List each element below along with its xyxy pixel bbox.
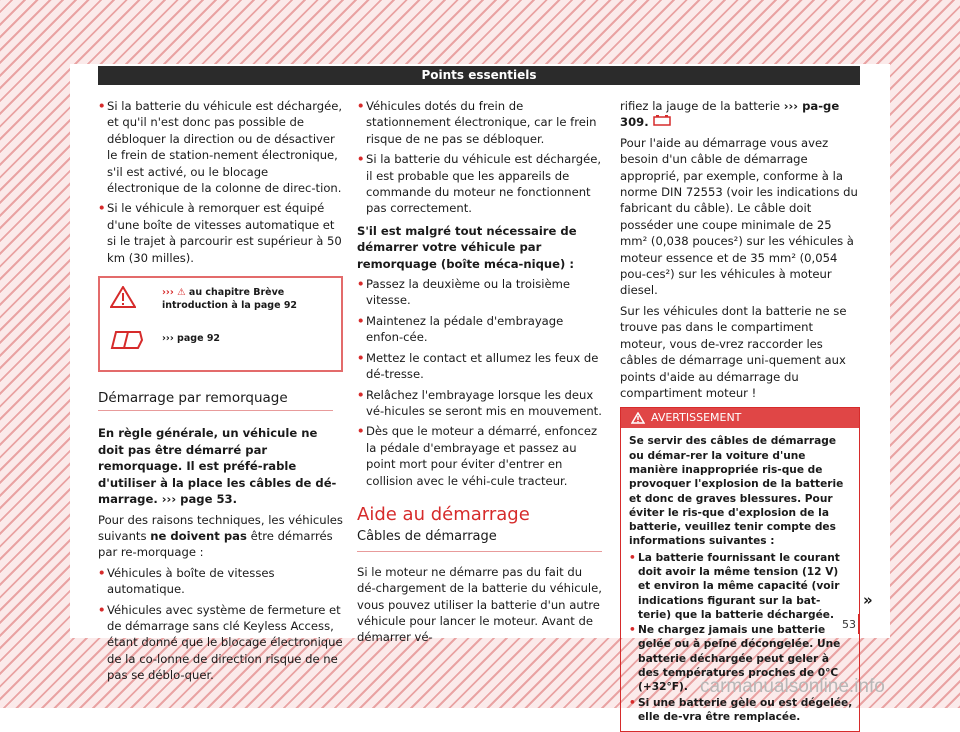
step-item: • Dès que le moteur a démarré, enfoncez la pédale d'embrayage et passez au point mort pour éviter d'entrer en collision avec le véhi-cule tracteur.	[357, 424, 598, 488]
section-title: Aide au démarrage	[357, 503, 530, 525]
reference-page-link[interactable]: ››› page 92	[162, 333, 221, 345]
paragraph: Sur les véhicules dont la batterie ne se trouve pas dans le compartiment moteur, vous de-vrez raccorder les câbles de démarrage uni-quement aux points d'aide au démarrage du compartiment moteur !	[620, 303, 847, 400]
warning-item: • Si une batterie gèle ou est dégelée, elle de-vra être remplacée.	[629, 696, 853, 723]
page-header: Points essentiels	[98, 66, 860, 85]
bullet-icon: •	[357, 277, 365, 292]
bullet-icon: •	[629, 696, 636, 709]
step-item: • Relâchez l'embrayage lorsque les deux vé-hicules se seront mis en mouvement.	[357, 387, 602, 418]
bold-intro: En règle générale, un véhicule ne doit pas être démarré par remorquage. Il est préfé-rable d'utiliser à la place les câbles de dé-marrage. ››› page 53.	[98, 426, 337, 507]
bold-question: S'il est malgré tout nécessaire de démarrer votre véhicule par remorquage (boîte méca-nique) :	[357, 223, 577, 271]
step-item: • Maintenez la pédale d'embrayage enfon-cée.	[357, 313, 564, 345]
continue-arrow-icon: »	[863, 591, 873, 609]
battery-icon	[653, 114, 671, 126]
watermark: carmanualsonline.info	[700, 676, 885, 697]
list-item: • Si la batterie du véhicule est déchargée, et qu'il n'est donc pas possible de débloquer la direction ou de désactiver le frein de station-nement électronique, s'il est activé, ou le blocage électronique de la colonne de direc-tion.	[98, 99, 343, 196]
warning-item: • La batterie fournissant le courant doit avoir la même tension (12 V) et environ la même capacité (voir indications figurant sur la bat-terie) que la batterie déchargée.	[629, 551, 840, 621]
list-item: • Si la batterie du véhicule est déchargée, il est probable que les appareils de commande du moteur ne fonctionnent pas correctement.	[357, 152, 602, 216]
warning-body: Se servir des câbles de démarrage ou démar-rer la voiture d'une manière inappropriée ris-que de provoquer l'explosion de la batterie et donc de graves blessures. Pour éviter le ris-que d'explosion de la batterie, veuillez tenir compte des informations suivantes : • La batterie fournissant le courant doit avoir la même tension (12 V) et environ la même capacité (voir indications figurant sur la bat-terie) que la batterie déchargée. • Ne chargez jamais une batterie gelée ou à peine décongelée. Une batterie déchargée peut geler à des températures proches de 0°C (+32°F). • Si une batterie gèle ou est dégelée, elle de-vra être remplacée.	[629, 435, 853, 723]
section-subtitle: Câbles de démarrage	[357, 529, 602, 551]
bullet-icon: •	[98, 565, 106, 580]
warning-header: AVERTISSEMENT	[621, 408, 859, 428]
step-item: • Mettez le contact et allumez les feux de dé-tresse.	[357, 350, 599, 382]
paragraph: Pour des raisons techniques, les véhicules suivants ne doivent pas être démarrés par re-morquage :	[98, 512, 343, 560]
bullet-icon: •	[357, 313, 365, 328]
bullet-icon: •	[98, 99, 106, 113]
list-item: • Si le véhicule à remorquer est équipé d'une boîte de vitesses automatique et si le trajet à parcourir est supérieur à 50 km (30 milles).	[98, 201, 342, 265]
list-item: • Véhicules à boîte de vitesses automatique.	[98, 565, 275, 597]
paragraph: Pour l'aide au démarrage vous avez besoin d'un câble de démarrage approprié, par exemple, conforme à la norme DIN 72553 (voir les indications du fabricant du câble). Le câble doit posséder une coupe minimale de 25 mm² (0,038 pouces²) sur les véhicules à moteur essence et de 35 mm² (0,054 pou-ces²) sur les véhicules à moteur diesel.	[620, 135, 858, 298]
page-link[interactable]: ››› pa-ge 309.	[620, 99, 840, 130]
column-1	[98, 98, 343, 688]
warning-item: • Ne chargez jamais une batterie gelée ou à peine décongelée. Une batterie déchargée peut geler à des températures proches de 0°C (+32°F).	[629, 624, 841, 694]
bullet-icon: •	[357, 152, 365, 167]
reference-box	[98, 276, 343, 372]
bullet-icon: •	[357, 350, 365, 365]
bullet-icon: •	[357, 99, 365, 113]
step-item: • Passez la deuxième ou la troisième vitesse.	[357, 277, 571, 308]
column-2	[357, 98, 602, 650]
paragraph: Si le moteur ne démarre pas du fait du dé-chargement de la batterie du véhicule, vous pouvez utiliser la batterie d'un autre véhicule pour lancer le moteur. Avant de démarrer vé-	[357, 564, 602, 645]
reference-warning-link[interactable]: ››› ⚠ au chapitre Brève introduction à la page 92	[162, 287, 298, 312]
page-link[interactable]: ››› page 53.	[161, 492, 238, 507]
page-number: 53	[842, 618, 856, 631]
warning-icon	[631, 412, 645, 424]
book-icon	[110, 328, 144, 352]
list-item: • Véhicules dotés du frein de stationnement électronique, car le frein risque de ne pas se débloquer.	[357, 99, 597, 146]
bullet-icon: •	[98, 201, 106, 216]
bullet-icon: •	[629, 624, 636, 637]
bullet-icon: •	[98, 602, 106, 617]
paragraph: rifiez la jauge de la batterie ››› pa-ge 309.	[620, 99, 840, 130]
bullet-icon: •	[357, 387, 365, 402]
column-3	[620, 98, 860, 732]
page-number-rule	[858, 614, 860, 634]
bullet-icon: •	[629, 551, 636, 564]
warning-triangle-icon	[110, 286, 136, 308]
list-item: • Véhicules avec système de fermeture et de démarrage sans clé Keyless Access, étant donné que le blocage électronique de la co-lonne de direction risque de ne pas se déblo-quer.	[98, 602, 343, 683]
section-subheading: Démarrage par remorquage	[98, 390, 333, 411]
bullet-icon: •	[357, 424, 365, 439]
